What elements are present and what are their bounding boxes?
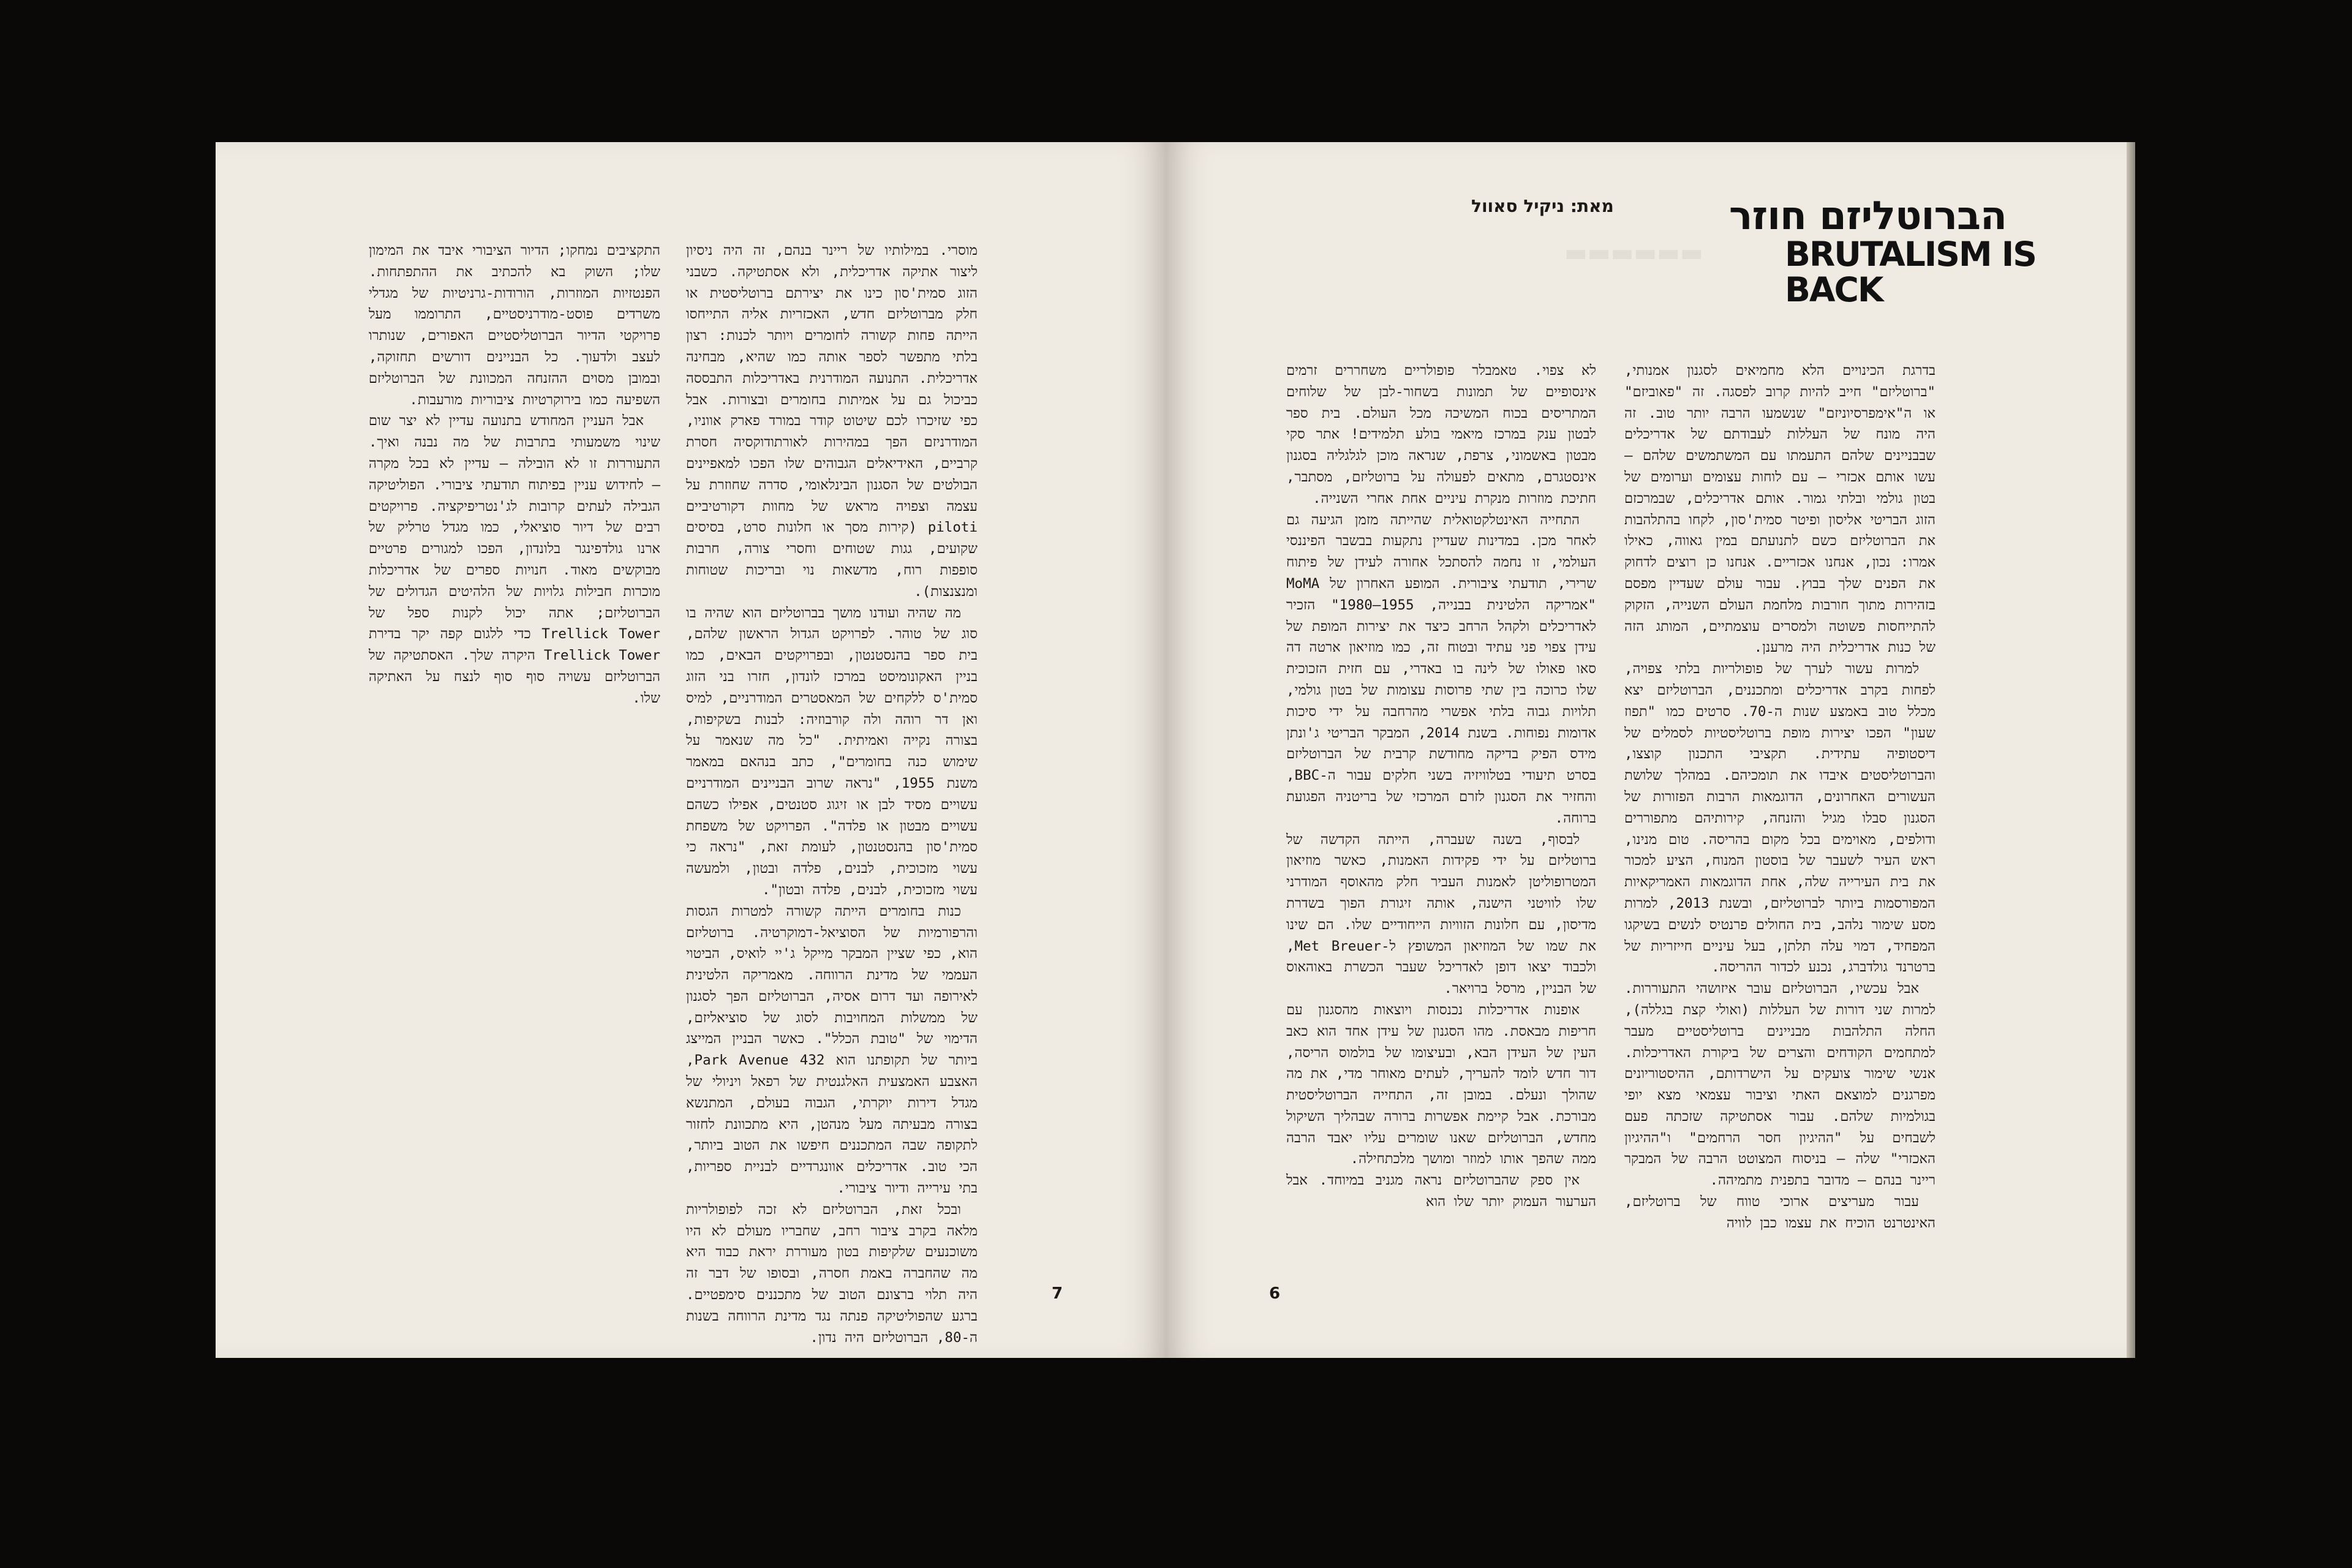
- article-title-hebrew: הברוטליזם חוזר: [1728, 194, 2007, 239]
- paragraph: בדרגת הכינויים הלא מחמיאים לסגנון אמנותי, "ברוטליזם" חייב להיות קרוב לפסגה. זה "פאוביזם" או ה"אימפרסיוניזם" שנשמעו הרבה יותר טוב. זה היה מונח של העללות לעבודתם של אדריכלים שבבניינים שלהם התעמתו עם המשתמשים שלהם – עשו אותם אכזרי – עם לוחות עצומים וערומים של בטון גולמי ובלתי גמור. אותם אדריכלים, שבמרכזם הזוג הבריטי אליסון ופיטר סמית'סון, לקחו בהתלהבות את הברוטליזם כשם לתנועתם במין גאווה, כאילו אמרו: נכון, אנחנו אכזריים. אנחנו כן רוצים לדחוק את הפנים שלך בבוץ. עבור עולם שעדיין מפסם בזהירות מתוך חורבות מלחמת העולם השנייה, הזקוק להתייחסות פשוטה ולמסרים עוצמתיים, המותג הזה של כנות אדריכלית היה מרענן.: [1624, 363, 1936, 656]
- left-page-column-right: [686, 240, 978, 1346]
- paragraph: למרות עשור לערך של פופולריות בלתי צפויה, לפחות בקרב אדריכלים ומתכננים, הברוטליזם יצא מכלל טוב באמצע שנות ה-70. סרטים כמו "תפוז שעון" הפכו יצירות מופת ברוטליסטיות לסמלים של דיסטופיה עתידית. תקציבי התכנון קוצצו, והברוטליסטים איבדו את תומכיהם. במהלך שלושת העשורים האחרונים, הדוגמאות הרבות הפזורות של הסגנון סבלו מגיל והזנחה, קירותיהם מתפוררים ודולפים, מאוימים בכל מקום בהריסה. טום מנינו, ראש העיר לשעבר של בוסטון המנוח, הציע למכור את בית העירייה שלה, אחת הדוגמאות האמריקאיות המפורסמות ביותר לברוטליזם, ובשנת 2013, למרות מסע שימור נלהב, בית החולים פרנטיס לנשים בשיקגו המפחיד, דמוי עלה תלתן, בעל עיניים חייזריות של ברטרנד גולדברג, נכנע לכדור ההריסה.: [1624, 661, 1936, 976]
- paragraph: לא צפוי. טאמבלר פופולריים משחררים זרמים אינסופיים של תמונות בשחור-לבן של שלוחים המתריסים בכוח המשיכה מכל העולם. בית ספר לבטון ענק במרכז מיאמי בולע תלמידים! אתר סקי מבטון באשמוני, צרפת, שנראה מוכן לגלגליה בסגנון אינסטגרם, מתאים לפעולה על ברוטליזם, מסתבר, חתיכת מוזרות מנקרת עיניים אחת אחרי השנייה.: [1286, 363, 1596, 507]
- magazine-spread: [216, 142, 2127, 1358]
- right-page: [1166, 142, 2127, 1358]
- show-through-text: ▬▬▬▬▬▬: [1564, 239, 1703, 267]
- article-byline: מאת: ניקיל סאוול: [1471, 196, 1614, 216]
- left-page: [216, 142, 1166, 1358]
- paragraph: התחייה האינטלקטואלית שהייתה מזמן הגיעה גם לאחר מכן. במדינות שעדיין נתקעות בבשבר הפיננסי העולמי, זו נחמה להסתכל אחורה לעידן של פיתוח שרירי, תודעתי ציבורית. המופע האחרון של MoMA "אמריקה הלטינית בבנייה, 1955–1980" הזכיר לאדריכלים ולקהל הרחב כיצד את יצירות המופת של עידן צפוי פני עתיד ובטוח זה, כמו מוזיאון ארטה דה סאו פאולו של לינה בו באדרי, עם חזית הזכוכית שלו כרוכה בין שתי פרוסות עצומות של בטון גולמי, תלויות גבוה בלתי אפשרי מהרחבה על ידי סיכות אדומות נפוחות. בשנת 2014, המבקר הבריטי ג'ונתן מידס הפיק בדיקה מחודשת קרבית של הברוטליזם בסרט תיעודי בטלוויזיה בשני חלקים עבור ה-BBC, והחזיר את הסגנון לזרם המרכזי של בריטניה הפגועת ברוחה.: [1286, 511, 1596, 826]
- paragraph: לבסוף, בשנה שעברה, הייתה הקדשה של ברוטליזם על ידי פקידות האמנות, כאשר מוזיאון המטרופוליטן לאמנות העביר חלק מהאוסף המודרני שלו לוויטני הישנה, אותה זיגורת הפוך בשדרת מדיסון, עם חלונות הזוויות הייחודיים שלו. הם שינו את שמו של המוזיאון המשופץ ל-Met Breuer, ולכבוד יצאו דופן לאדריכל שעבר הכשרת באוהאוס של הבניין, מרסל ברויאר.: [1286, 831, 1597, 997]
- paragraph: ובכל זאת, הברוטליזם לא זכה לפופולריות מלאה בקרב ציבור רחב, שחבריו מעולם לא היו משוכנעים שלקיפות בטון מעוררת יראת כבוד היא מה שהחברה באמת חסרה, ובסופו של דבר זה היה תלוי ברצונם הטוב של מתכננים סימפטיים. ברגע שהפוליטיקה פנתה נגד מדינת הרווחה בשנות ה-80, הברוטליזם היה נדון.: [686, 1201, 978, 1346]
- paragraph: כנות בחומרים הייתה קשורה למטרות הגסות והרפורמיות של הסוציאל-דמוקרטיה. ברוטליזם הוא, כפי שציין המבקר מייקל ג'יי לואיס, הביטוי העממי של מדינת הרווחה. מאמריקה הלטינית לאירופה ועד דרום אסיה, הברוטליזם הפך לסגנון של ממשלות המחויבות לסוג של סוציאליזם, הדימוי של "טובת הכלל". כאשר הבניין המייצג ביותר של תקופתנו הוא Park Avenue 432, האצבע האמצעית האלגנטית של רפאל ויניולי של מגדל דירות יוקרתי, הגבוה בעולם, המתנשא בצורה מבעיתה מעל מנהטן, היא מתכוונת לחזור לתקופה שבה המתכננים חיפשו את הטוב ביותר, הכי טוב. אדריכלים אוונגרדיים לבניית ספריות, בתי עירייה ודיור ציבורי.: [686, 903, 978, 1197]
- page-number: 7: [1052, 1284, 1063, 1303]
- paragraph: אבל עכשיו, הברוטליזם עובר איזושהי התעוררות. למרות שני דורות של העללות (ואולי קצת בגללה), החלה התלהבות מבניינים ברוטליסטיים מעבר למתחמים הקודחים והצרים של ביקורת האדריכלות. אנשי שימור צועקים על הישרדותם, ההיסטוריונים מפרגנים למוצאם האתי וציבור עצמאי מצא יופי בגולמיות שלהם. עבור אסתטיקה שזכתה פעם לשבחים על "ההיגיון חסר הרחמים" ו"ההיגיון האכזרי" שלה – בניסוח המצוטט הרבה של המבקר ריינר בנהם – מדובר בתפנית מתמיהה.: [1624, 981, 1936, 1189]
- page-number: 6: [1269, 1284, 1281, 1303]
- paragraph: מוסרי. במילותיו של ריינר בנהם, זה היה ניסיון ליצור אתיקה אדריכלית, ולא אסתטיקה. כשבני הזוג סמית'סון כינו את יצירתם ברוטליסטית או חלק מברוטליזם חדש, האכזריות אליה התייחסו הייתה פחות קשורה לחומרים ויותר לכנות: רצון בלתי מתפשר לספר אותה כמו שהיא, מבחינה אדריכלית. התנועה המודרנית באדריכלות התבססה כביכול גם על אמיתות בחומרים ובצורות. אבל כפי שזיכרו לכם שיטוט קודר במורד פארק אווניו, המודרניזם הפך במהירות לאורתודוקסיה חסרת קרביים, האידיאלים הגבוהים שלו הפכו למאפיינים הבולטים של הסגנון הבינלאומי, סדרה שחוזרת על עצמה וצפויה מראש של מחוות דקורטיביים piloti (קירות מסך או חלונות סרט, בסיסים שקועים, גגות שטוחים וחסרי צורה, חרבות סופפות רוח, מדשאות נוי ובריכות שטוחות ומנצנצות).: [686, 243, 978, 600]
- paragraph: אבל העניין המחודש בתנועה עדיין לא יצר שום שינוי משמעותי בתרבות של מה נבנה ואיך. התעוררות זו לא הובילה – עדיין לא בכל מקרה – לחידוש עניין בפיתוח תודעתי ציבורי. הפוליטיקה הגבילה לעתים קרובות לג'נטריפיקציה. פרויקטים רבים של דיור סוציאלי, כמו מגדל טרליק של ארנו גולדפינגר בלונדון, הפכו למגורים פרטיים מבוקשים מאוד. חנויות ספרים של אדריכלות מוכרות חבילות גלויות של הלהיטים הגדולים של הברוטליזם; אתה יכול לקנות ספל של Trellick Tower כדי ללגום קפה יקר בדירת Trellick Tower היקרה שלך. האסתטיקה של הברוטליזם עשויה סוף סוף לנצח על האתיקה שלו.: [369, 413, 660, 706]
- paragraph: עבור מעריצים ארוכי טווח של ברוטליזם, האינטרנט הוכיח את עצמו כבן לוויה: [1624, 1194, 1936, 1231]
- paragraph: התקציבים נמחקו; הדיור הציבורי איבד את המימון שלו; השוק בא להכתיב את ההתפתחות. הפנטזיות המוזרות, הורודות-גרניטיות של מגדלי משרדים פוסט-מודרניסטיים, התרוממו מעל פרויקטי הדיור הברוטליסטיים האפורים, שנותרו לעצב ולדעוך. כל הבניינים דורשים תחזוקה, ובמובן מסוים ההזנחה המכוונת של הברוטליזם השפיעה כמו בירוקרטיות ציבוריות מורעבות.: [369, 243, 660, 408]
- right-page-column-left: [1286, 360, 1596, 1340]
- paragraph: מה שהיה ועודנו מושך בברוטליזם הוא שהיה בו סוג של טוהר. לפרויקט הגדול הראשון שלהם, בית ספר בהנסטנטון, ובפרויקטים הבאים, כמו בניין האקונומיסט במרכז לונדון, חזרו בני הזוג סמית'ס ללקחים של המאסטרים המודרניים, למיס ואן דר רוהה ולה קורבוזיה: לבנות בשקיפות, בצורה נקייה ואמיתית. "כל מה שנאמר על שימוש כנה בחומרים", כתב בנהאם במאמר משנת 1955, "נראה שרוב הבניינים המודרניים עשויים מסיד לבן או זיגוג סטנטים, אפילו כשהם עשויים מבטון או פלדה". הפרויקט של משפחת סמית'סון בהנסטנטון, לעומת זאת, "נראה כי עשוי מזכוכית, לבנים, פלדה ובטון, ולמעשה עשוי מזכוכית, לבנים, פלדה ובטון".: [686, 605, 978, 898]
- article-title-english: BRUTALISM IS BACK: [1785, 235, 2036, 309]
- right-page-column-right: [1624, 360, 1936, 1340]
- paragraph: אופנות אדריכלות נכנסות ויוצאות מהסגנון עם חריפות מבאסת. מהו הסגנון של עידן אחד הוא כאב העין של העידן הבא, ובעיצומו של בולמוס הריסה, דור חדש לומד להעריך, לעתים מאוחר מדי, את מה שהולך ונעלם. במובן זה, התחייה הברוטליסטית מבורכת. אבל קיימת אפשרות ברורה שבהליך השיקול מחדש, הברוטליזם שאנו שומרים עליו יאבד הרבה ממה שהפך אותו למוזר ומושך מלכתחילה.: [1286, 1001, 1596, 1167]
- paragraph: אין ספק שהברוטליזם נראה מגניב במיוחד. אבל הערעור העמוק יותר שלו הוא: [1286, 1172, 1596, 1210]
- left-page-column-left: [369, 240, 660, 804]
